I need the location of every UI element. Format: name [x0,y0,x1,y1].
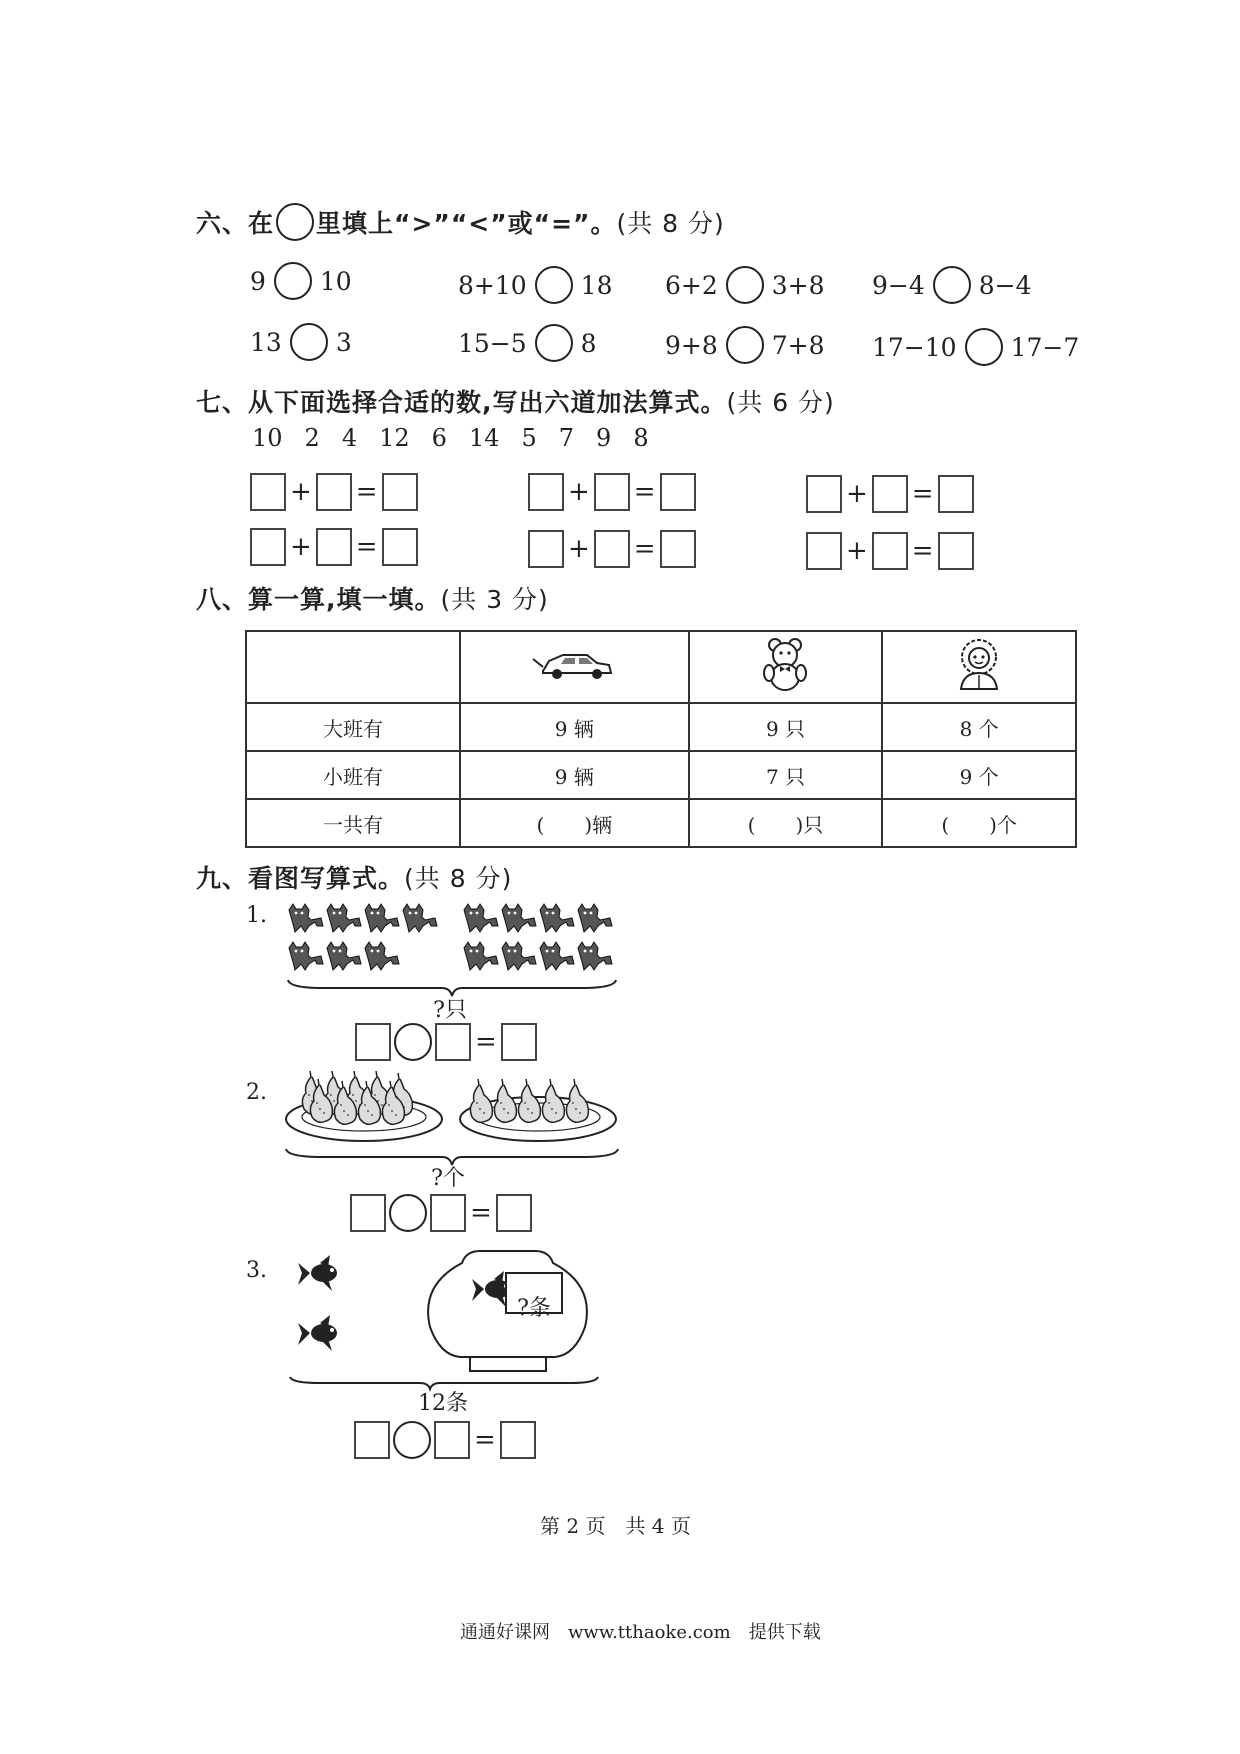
fishbowl-label: ?条 [517,1296,551,1321]
blank-equation [350,1194,532,1232]
compare-left: 6+2 [665,270,718,300]
section-8-points: (共 3 分) [440,585,549,614]
plus-sign: + [846,536,868,566]
answer-circle[interactable] [933,266,971,304]
table-header-row [246,631,1076,703]
goldfish-picture [270,1245,620,1395]
answer-box[interactable] [594,473,630,511]
number-choice: 8 [633,424,649,452]
answer-box[interactable] [594,530,630,568]
section-7-heading-text: 七、从下面选择合适的数,写出六道加法算式。 [196,388,727,417]
answer-box[interactable] [938,475,974,513]
doll-icon [949,637,1009,693]
answer-box[interactable] [434,1421,470,1459]
compare-left: 9−4 [872,270,925,300]
number-choice: 4 [341,424,358,452]
answer-box[interactable] [500,1421,536,1459]
answer-cell[interactable]: ( )只 [689,799,883,847]
answer-box[interactable] [528,473,564,511]
answer-circle[interactable] [274,262,312,300]
answer-box[interactable] [806,532,842,570]
compare-item [872,328,1079,366]
answer-box[interactable] [382,528,418,566]
addition-equation [250,473,418,511]
answer-box[interactable] [430,1194,466,1232]
number-choice: 5 [521,424,537,452]
question-number: 3. [246,1258,267,1283]
answer-cell[interactable]: ( )个 [882,799,1076,847]
section-9-heading-text: 九、看图写算式。 [196,864,405,893]
section-9-points: (共 8 分) [404,864,513,893]
table-row [246,799,1076,847]
compare-left: 17−10 [872,332,957,362]
section-6-heading-post: 里填上“>”“<”或“=”。 [316,209,617,238]
compare-item [458,266,612,304]
answer-box[interactable] [872,475,908,513]
compare-left: 9+8 [665,330,718,360]
addition-equation [528,473,696,511]
table-header-cell [689,631,883,703]
answer-box[interactable] [382,473,418,511]
answer-box[interactable] [350,1194,386,1232]
number-choices [252,424,671,452]
answer-box[interactable] [806,475,842,513]
addition-equation [806,532,974,570]
plus-sign: + [846,479,868,509]
table-header-cell [460,631,689,703]
answer-box[interactable] [316,473,352,511]
answer-box[interactable] [316,528,352,566]
answer-box[interactable] [355,1023,391,1061]
section-6-heading [196,203,725,241]
answer-box[interactable] [354,1421,390,1459]
number-choice: 6 [431,424,447,452]
answer-box[interactable] [660,530,696,568]
answer-box[interactable] [435,1023,471,1061]
equals-sign: = [355,477,378,507]
number-choice: 9 [596,424,612,452]
question-caption: 12条 [418,1391,468,1416]
source-credit: 通通好课网 www.tthaoke.com 提供下载 [460,1622,821,1643]
compare-left: 13 [250,327,282,357]
table-cell: 9 辆 [460,751,689,799]
table-row [246,751,1076,799]
addition-equation [528,530,696,568]
compare-left: 8+10 [458,270,527,300]
question-caption: ?个 [431,1166,465,1191]
compare-right: 3+8 [771,270,825,300]
number-choice: 14 [468,424,500,452]
answer-box[interactable] [938,532,974,570]
operator-circle[interactable] [394,1023,432,1061]
equals-sign: = [911,536,934,566]
answer-circle[interactable] [535,266,573,304]
teddy-bear-icon [755,635,815,695]
answer-circle[interactable] [965,328,1003,366]
answer-box[interactable] [528,530,564,568]
answer-box[interactable] [872,532,908,570]
section-8-heading [196,580,549,616]
addition-equation [806,475,974,513]
section-7-points: (共 6 分) [726,388,835,417]
count-table [245,630,1077,848]
row-label: 一共有 [246,799,460,847]
pears-picture [282,1065,622,1175]
compare-right: 10 [319,266,352,296]
table-cell: 8 个 [882,703,1076,751]
number-choice: 2 [304,424,320,452]
page-number: 第 2 页 共 4 页 [540,1514,691,1538]
equals-sign: = [911,479,934,509]
compare-right: 7+8 [771,330,825,360]
answer-box[interactable] [250,473,286,511]
table-cell: 9 只 [689,703,883,751]
compare-item [872,266,1032,304]
compare-item [250,323,352,361]
answer-box[interactable] [250,528,286,566]
table-corner-cell [246,631,460,703]
answer-box[interactable] [501,1023,537,1061]
answer-box[interactable] [496,1194,532,1232]
operator-circle[interactable] [389,1194,427,1232]
plus-sign: + [290,477,312,507]
table-cell: 9 辆 [460,703,689,751]
question-caption: ?只 [433,998,467,1023]
operator-circle[interactable] [393,1421,431,1459]
table-cell: 7 只 [689,751,883,799]
section-6-heading-pre: 六、在 [196,209,275,238]
equals-sign: = [355,532,378,562]
answer-circle[interactable] [726,266,764,304]
compare-right: 18 [580,270,613,300]
answer-cell[interactable]: ( )辆 [460,799,689,847]
compare-item [250,262,352,300]
compare-item [665,326,825,364]
compare-item [458,324,597,362]
equals-sign: = [474,1425,496,1455]
section-8-heading-text: 八、算一算,填一填。 [196,585,441,614]
plus-sign: + [568,534,590,564]
car-icon [529,645,619,685]
plus-sign: + [568,477,590,507]
compare-right: 17−7 [1010,332,1080,362]
cats-picture [282,896,622,1006]
compare-item [665,266,825,304]
blank-equation [355,1023,537,1061]
section-7-heading [196,383,835,419]
equals-sign: = [633,534,656,564]
table-row [246,703,1076,751]
compare-right: 3 [335,327,352,357]
number-choice: 7 [558,424,575,452]
equals-sign: = [633,477,656,507]
table-header-cell [882,631,1076,703]
section-9-heading [196,859,512,895]
row-label: 大班有 [246,703,460,751]
number-choice: 12 [379,424,410,452]
equals-sign: = [475,1027,497,1057]
number-choice: 10 [252,424,283,452]
question-number: 1. [246,903,267,928]
blank-equation [354,1421,536,1459]
compare-left: 15−5 [458,328,527,358]
row-label: 小班有 [246,751,460,799]
compare-right: 8−4 [978,270,1032,300]
answer-box[interactable] [660,473,696,511]
answer-circle[interactable] [535,324,573,362]
addition-equation [250,528,418,566]
compare-left: 9 [250,266,266,296]
section-6-points: (共 8 分) [616,209,725,238]
plus-sign: + [290,532,312,562]
compare-right: 8 [580,328,597,358]
answer-circle[interactable] [290,323,328,361]
circle-icon [276,203,314,241]
answer-circle[interactable] [726,326,764,364]
question-number: 2. [246,1080,267,1105]
equals-sign: = [470,1198,492,1228]
table-cell: 9 个 [882,751,1076,799]
